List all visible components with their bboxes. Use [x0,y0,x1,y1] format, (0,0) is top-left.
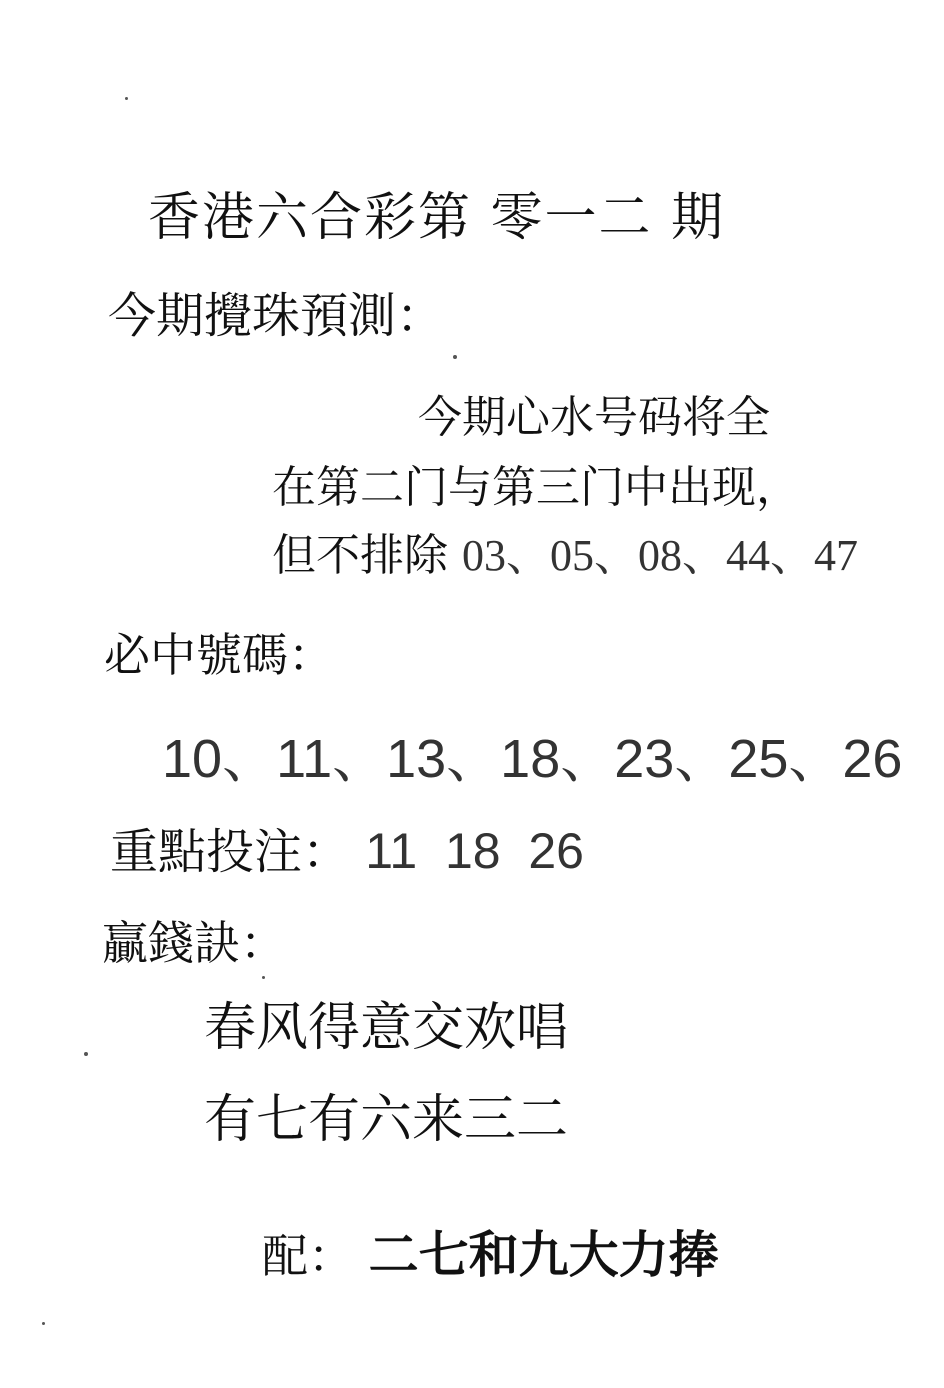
tip-heading: 贏錢訣： [102,916,286,970]
forecast-line-2: 在第二门与第三门中出现， [272,462,800,513]
forecast-line-1: 今期心水号码将全 [418,392,770,443]
forecast-heading: 今期攪珠預測： [108,288,445,344]
scan-speck [125,97,128,100]
poem-line-2: 有七有六来三二 [204,1090,569,1150]
must-win-numbers: 10、11、13、18、23、25、26 [162,729,903,789]
scan-speck [262,976,265,979]
pairing-value: 二七和九大力捧 [368,1225,719,1284]
key-bet-line [110,823,584,880]
poem-line-1: 春风得意交欢唱 [204,998,569,1058]
excluded-numbers: 03、05、08、44、47 [462,531,858,580]
forecast-line-3 [272,530,858,581]
scan-speck [453,355,457,359]
must-win-heading: 必中號碼： [104,628,334,682]
pairing-line [262,1225,719,1284]
scan-speck [42,1322,45,1325]
key-bet-heading: 重點投注： [110,824,351,880]
scan-speck [84,1052,88,1056]
pairing-label: 配： [262,1229,354,1283]
forecast-line-3-prefix: 但不排除 [272,530,448,581]
key-bet-numbers: 11 18 26 [365,823,584,879]
page-title: 香港六合彩第 零一二 期 [148,188,726,248]
